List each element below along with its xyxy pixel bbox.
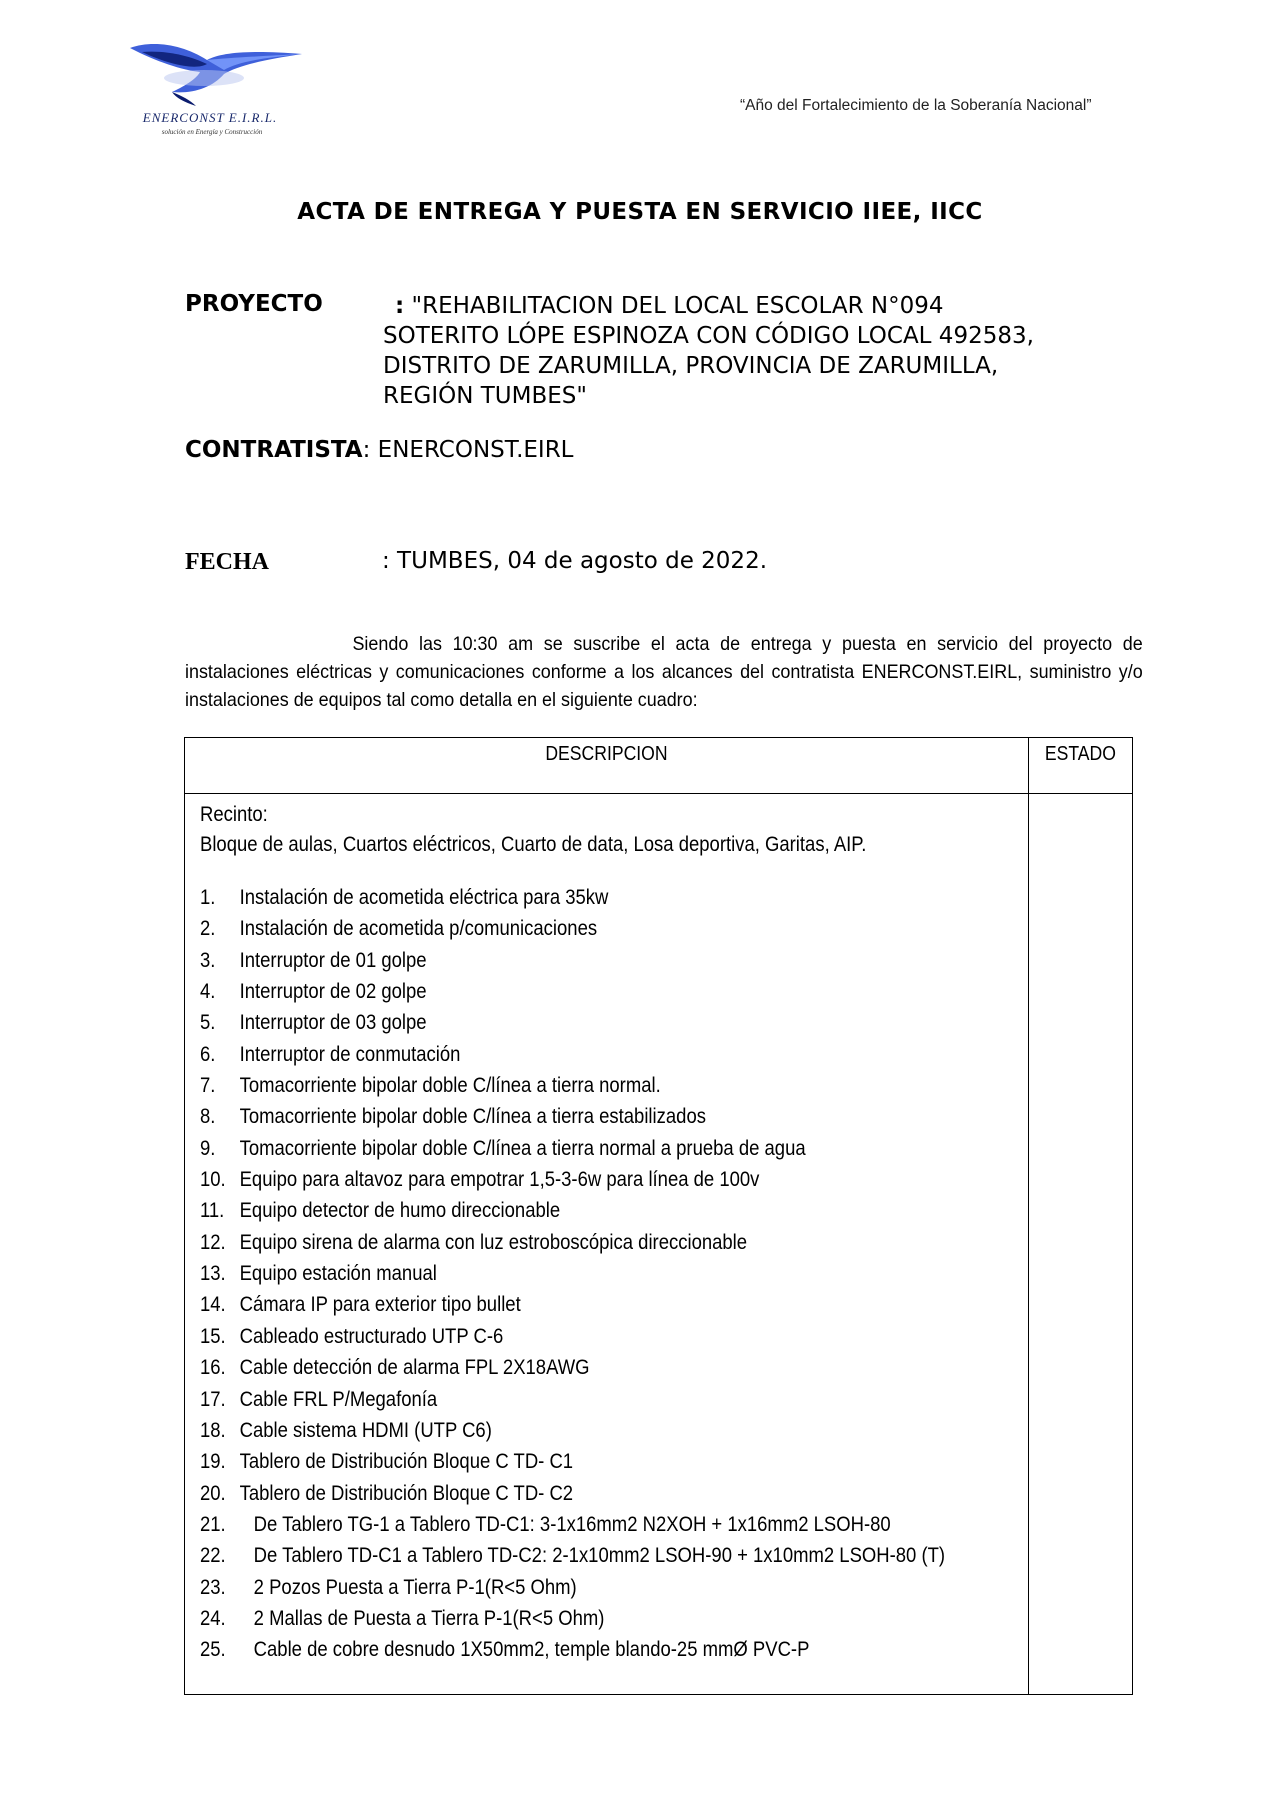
- list-item: [200, 1039, 929, 1070]
- list-item-text: Tablero de Distribución Bloque C TD- C1: [239, 1450, 574, 1474]
- contractor-label: CONTRATISTA: [185, 437, 363, 463]
- list-item-text: Interruptor de 02 golpe: [239, 980, 427, 1004]
- contractor-line: [185, 437, 574, 463]
- list-item: [200, 1572, 929, 1603]
- list-item: [200, 1195, 929, 1226]
- list-item: [200, 1227, 929, 1258]
- list-item-number: 9.: [200, 1136, 216, 1160]
- project-label: PROYECTO: [185, 291, 323, 317]
- list-item-text: Cámara IP para exterior tipo bullet: [239, 1293, 521, 1317]
- list-item-text: Instalación de acometida eléctrica para 35kw: [239, 886, 609, 909]
- list-item-number: 6.: [200, 1042, 216, 1066]
- list-item: [200, 976, 929, 1007]
- list-item: [200, 1258, 929, 1289]
- project-colon: :: [395, 293, 405, 319]
- list-item-number: 19.: [200, 1450, 226, 1474]
- recinto-value: Bloque de aulas, Cuartos eléctricos, Cuarto de data, Losa deportiva, Garitas, AIP.: [200, 833, 867, 856]
- list-item-text: Interruptor de 03 golpe: [239, 1011, 427, 1035]
- intro-paragraph: Siendo las 10:30 am se suscribe el acta de entrega y puesta en servicio del proyecto de instalaciones eléctricas y comunicaciones conforme a los alcances del contratista ENERCONST.EIRL, suministro y/o instalaciones de equipos tal como detalla en el siguiente cuadro:: [185, 633, 1143, 711]
- list-item-number: 10.: [200, 1168, 226, 1192]
- list-item: [200, 1133, 929, 1164]
- list-item-text: Cableado estructurado UTP C-6: [239, 1324, 504, 1348]
- contractor-value: : ENERCONST.EIRL: [362, 437, 574, 463]
- logo-tagline: solución en Energía y Construcción: [161, 128, 263, 136]
- project-line-2: SOTERITO LÓPE ESPINOZA CON CÓDIGO LOCAL 492583,: [383, 323, 1034, 349]
- list-item-text: Interruptor de 01 golpe: [239, 948, 427, 972]
- list-item: [200, 1384, 929, 1415]
- list-item-number: 4.: [200, 980, 216, 1004]
- list-item-number: 18.: [200, 1418, 226, 1442]
- list-item-number: 23.: [200, 1575, 226, 1599]
- list-item-text: Interruptor de conmutación: [239, 1042, 461, 1066]
- list-item: [200, 1603, 929, 1634]
- list-item: [200, 1540, 946, 1571]
- list-item-text: De Tablero TG-1 a Tablero TD-C1: 3-1x16mm2 N2XOH + 1x16mm2 LSOH-80: [253, 1512, 891, 1536]
- list-item-text: Cable sistema HDMI (UTP C6): [239, 1418, 492, 1442]
- list-item-text: Tomacorriente bipolar doble C/línea a tierra estabilizados: [239, 1105, 706, 1129]
- list-item-number: 12.: [200, 1230, 226, 1254]
- document-title: ACTA DE ENTREGA Y PUESTA EN SERVICIO IIEE, IICC: [297, 199, 983, 225]
- description-header: [185, 738, 1029, 794]
- list-item-number: 1.: [200, 886, 216, 909]
- list-item: [200, 1478, 929, 1509]
- year-motto: “Año del Fortalecimiento de la Soberanía Nacional”: [740, 97, 1092, 114]
- company-logo: [112, 30, 312, 148]
- list-item: [200, 1321, 929, 1352]
- list-item-text: Tomacorriente bipolar doble C/línea a tierra normal a prueba de agua: [239, 1136, 806, 1160]
- recinto-label: Recinto:: [200, 803, 268, 826]
- list-item-text: Cable detección de alarma FPL 2X18AWG: [239, 1356, 590, 1380]
- items-table: [184, 737, 1133, 1695]
- list-item: [200, 1415, 929, 1446]
- list-item-number: 16.: [200, 1356, 226, 1380]
- status-header-label: ESTADO: [1044, 743, 1117, 765]
- list-item: [200, 1101, 929, 1132]
- list-item-number: 21.: [200, 1512, 226, 1536]
- list-item-number: 7.: [200, 1074, 216, 1098]
- table-header-row: [185, 738, 1133, 794]
- list-item-text: Equipo sirena de alarma con luz estroboscópica direccionable: [239, 1230, 748, 1254]
- list-item-number: 11.: [200, 1199, 225, 1223]
- list-item-number: 17.: [200, 1387, 226, 1411]
- project-value: [383, 291, 1143, 411]
- list-item: [200, 1164, 929, 1195]
- list-item-number: 25.: [200, 1638, 226, 1662]
- list-item-text: 2 Pozos Puesta a Tierra P-1(R<5 Ohm): [253, 1575, 577, 1599]
- list-item-number: 22.: [200, 1544, 226, 1568]
- list-item: [200, 1446, 929, 1477]
- list-item-text: De Tablero TD-C1 a Tablero TD-C2: 2-1x10mm2 LSOH-90 + 1x10mm2 LSOH-80 (T): [253, 1544, 946, 1568]
- list-item: [200, 1289, 929, 1320]
- list-item: [200, 882, 929, 913]
- list-item-number: 3.: [200, 948, 216, 972]
- list-item-number: 8.: [200, 1105, 216, 1129]
- date-value: : TUMBES, 04 de agosto de 2022.: [382, 548, 768, 574]
- item-list: [200, 882, 946, 1666]
- list-item-text: Cable FRL P/Megafonía: [239, 1387, 438, 1411]
- list-item-number: 5.: [200, 1011, 216, 1035]
- list-item: [200, 1509, 929, 1540]
- list-item-text: Equipo estación manual: [239, 1262, 437, 1286]
- list-item-text: Instalación de acometida p/comunicaciones: [239, 917, 598, 941]
- list-item-number: 13.: [200, 1262, 226, 1286]
- list-item-number: 2.: [200, 917, 216, 941]
- hummingbird-icon: [112, 30, 312, 110]
- list-item-text: Equipo detector de humo direccionable: [239, 1199, 561, 1223]
- status-cell: [1029, 794, 1133, 1695]
- list-item: [200, 945, 929, 976]
- project-line-1: "REHABILITACION DEL LOCAL ESCOLAR N°094: [411, 293, 944, 319]
- list-item: [200, 1634, 929, 1665]
- list-item-text: Cable de cobre desnudo 1X50mm2, temple blando-25 mmØ PVC-P: [253, 1638, 810, 1662]
- project-line-3: DISTRITO DE ZARUMILLA, PROVINCIA DE ZARUMILLA,: [383, 353, 999, 379]
- description-cell: [185, 794, 1029, 1695]
- table-body-row: [185, 794, 1133, 1695]
- description-header-label: DESCRIPCION: [545, 743, 668, 765]
- list-item: [200, 1007, 929, 1038]
- list-item-text: Equipo para altavoz para empotrar 1,5-3-6w para línea de 100v: [239, 1168, 760, 1192]
- project-line-4: REGIÓN TUMBES": [383, 383, 587, 409]
- list-item-text: 2 Mallas de Puesta a Tierra P-1(R<5 Ohm): [253, 1606, 605, 1630]
- list-item-number: 14.: [200, 1293, 226, 1317]
- list-item-number: 24.: [200, 1606, 226, 1630]
- list-item: [200, 913, 929, 944]
- list-item-number: 20.: [200, 1481, 226, 1505]
- list-item: [200, 1070, 929, 1101]
- date-label: FECHA: [185, 549, 269, 575]
- status-header: [1029, 738, 1133, 794]
- list-item-text: Tomacorriente bipolar doble C/línea a tierra normal.: [239, 1074, 661, 1098]
- list-item-text: Tablero de Distribución Bloque C TD- C2: [239, 1481, 574, 1505]
- list-item: [200, 1352, 929, 1383]
- list-item-number: 15.: [200, 1324, 226, 1348]
- logo-name: ENERCONST E.I.R.L.: [142, 110, 278, 125]
